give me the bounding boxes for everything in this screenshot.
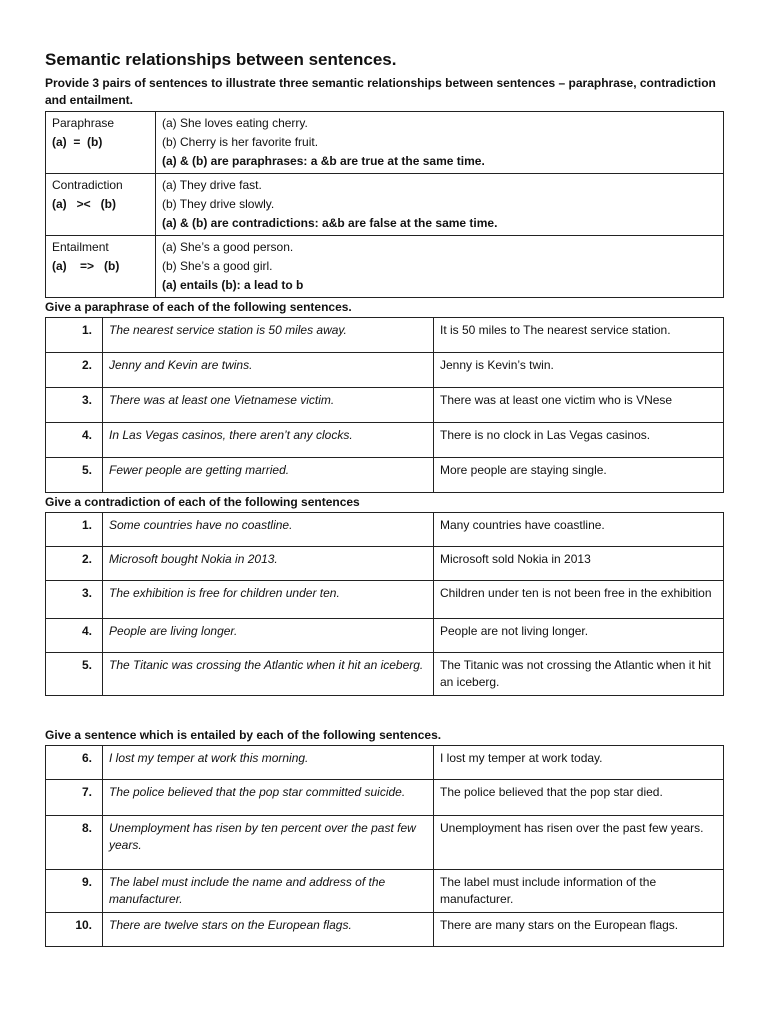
prompt-sentence: The police believed that the pop star committed suicide. [103,780,434,816]
table-row [46,913,724,947]
row-number: 1. [46,513,103,547]
sentence-a: (a) They drive fast. [162,178,262,192]
relation-row [46,174,724,236]
prompt-sentence: The exhibition is free for children under ten. [103,581,434,619]
relation-example-cell [156,112,724,174]
answer-sentence: The police believed that the pop star died. [434,780,724,816]
sentence-a: (a) She loves eating cherry. [162,116,308,130]
relation-note: (a) entails (b): a lead to b [162,278,304,292]
table-row [46,870,724,913]
table-row [46,547,724,581]
prompt-sentence: Fewer people are getting married. [103,458,434,493]
prompt-sentence: The nearest service station is 50 miles away. [103,318,434,353]
row-number: 3. [46,581,103,619]
table-row [46,388,724,423]
answer-sentence: I lost my temper at work today. [434,746,724,780]
intro-text: Provide 3 pairs of sentences to illustrate three semantic relationships between sentences – paraphrase, contradiction and entailment. [45,76,716,107]
table-row [46,816,724,870]
relation-example-cell [156,236,724,298]
prompt-sentence: The label must include the name and address of the manufacturer. [103,870,434,913]
prompt-sentence: Unemployment has risen by ten percent over the past few years. [103,816,434,870]
spacer [45,696,725,726]
contradiction-section-title: Give a contradiction of each of the following sentences [45,495,360,509]
row-number: 9. [46,870,103,913]
prompt-sentence: The Titanic was crossing the Atlantic when it hit an iceberg. [103,653,434,696]
answer-sentence: There was at least one victim who is VNese [434,388,724,423]
entailment-section-title: Give a sentence which is entailed by each of the following sentences. [45,728,442,742]
prompt-sentence: Some countries have no coastline. [103,513,434,547]
relation-name-cell [46,174,156,236]
table-row [46,458,724,493]
answer-sentence: The Titanic was not crossing the Atlantic when it hit an iceberg. [434,653,724,696]
table-row [46,513,724,547]
row-number: 2. [46,353,103,388]
table-row [46,423,724,458]
table-row [46,746,724,780]
table-row [46,619,724,653]
row-number: 5. [46,458,103,493]
answer-sentence: Unemployment has risen over the past few years. [434,816,724,870]
paraphrase-table [45,317,724,493]
relation-note: (a) & (b) are paraphrases: a &b are true at the same time. [162,154,485,168]
relations-table [45,111,724,298]
page-title: Semantic relationships between sentences. [45,50,397,69]
row-number: 1. [46,318,103,353]
answer-sentence: Children under ten is not been free in the exhibition [434,581,724,619]
relation-name-cell [46,112,156,174]
prompt-sentence: Microsoft bought Nokia in 2013. [103,547,434,581]
relation-name: Contradiction [52,178,123,192]
row-number: 10. [46,913,103,947]
row-number: 4. [46,423,103,458]
relation-symbol: (a) >< (b) [52,197,117,211]
row-number: 6. [46,746,103,780]
prompt-sentence: There are twelve stars on the European flags. [103,913,434,947]
answer-sentence: The label must include information of the manufacturer. [434,870,724,913]
table-row [46,353,724,388]
relation-row [46,112,724,174]
row-number: 5. [46,653,103,696]
prompt-sentence: People are living longer. [103,619,434,653]
row-number: 2. [46,547,103,581]
answer-sentence: Microsoft sold Nokia in 2013 [434,547,724,581]
prompt-sentence: Jenny and Kevin are twins. [103,353,434,388]
row-number: 8. [46,816,103,870]
table-row [46,780,724,816]
row-number: 3. [46,388,103,423]
relation-row [46,236,724,298]
relation-note: (a) & (b) are contradictions: a&b are false at the same time. [162,216,498,230]
answer-sentence: Jenny is Kevin’s twin. [434,353,724,388]
answer-sentence: Many countries have coastline. [434,513,724,547]
answer-sentence: There are many stars on the European flags. [434,913,724,947]
row-number: 7. [46,780,103,816]
table-row [46,653,724,696]
answer-sentence: There is no clock in Las Vegas casinos. [434,423,724,458]
entailment-table [45,745,724,947]
relation-name: Paraphrase [52,116,115,130]
sentence-b: (b) Cherry is her favorite fruit. [162,135,319,149]
answer-sentence: It is 50 miles to The nearest service station. [434,318,724,353]
sentence-b: (b) They drive slowly. [162,197,275,211]
answer-sentence: More people are staying single. [434,458,724,493]
row-number: 4. [46,619,103,653]
relation-symbol: (a) = (b) [52,135,103,149]
table-row [46,318,724,353]
prompt-sentence: There was at least one Vietnamese victim. [103,388,434,423]
relation-name: Entailment [52,240,109,254]
sentence-a: (a) She’s a good person. [162,240,294,254]
relation-name-cell [46,236,156,298]
relation-symbol: (a) => (b) [52,259,120,273]
contradiction-table [45,512,724,696]
document-page [45,48,725,947]
prompt-sentence: In Las Vegas casinos, there aren’t any clocks. [103,423,434,458]
paraphrase-section-title: Give a paraphrase of each of the following sentences. [45,300,352,314]
answer-sentence: People are not living longer. [434,619,724,653]
sentence-b: (b) She’s a good girl. [162,259,273,273]
prompt-sentence: I lost my temper at work this morning. [103,746,434,780]
table-row [46,581,724,619]
relation-example-cell [156,174,724,236]
